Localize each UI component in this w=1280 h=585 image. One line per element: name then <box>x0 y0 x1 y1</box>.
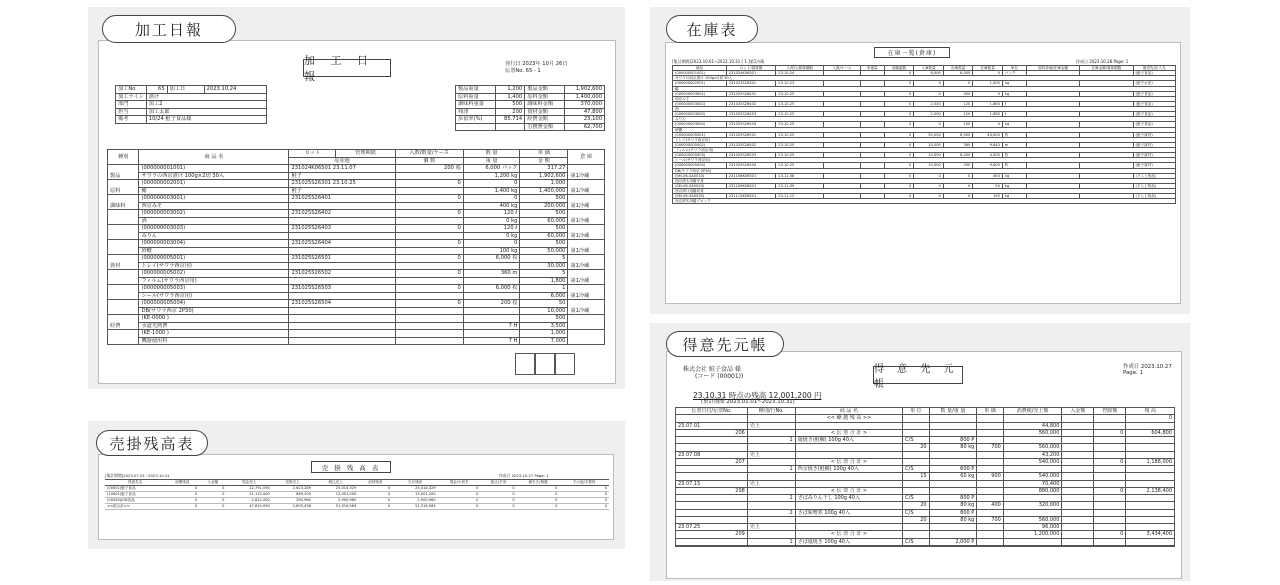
kakou-item-subrow: 酒 0 kg 60,000 <box>108 217 605 225</box>
tokui-slip-row: 23.07.15 売上 70,400 <box>676 480 1175 487</box>
section-label-zaiko: 在庫表 <box>666 15 758 43</box>
zaiko-period: [集計期間]2023.10.01~2023.10.31 [ 1 ]第1冷蔵 <box>672 59 765 64</box>
tokui-header: 伝票日付/伝票No. 種別/行No. 商 品 名 単 位 数 量/重 量 単 価 消費税/売上額 入金額 控除額 残 高 <box>676 408 1175 415</box>
section-label-urikake: 売掛残高表 <box>96 430 208 456</box>
zaiko-row: (000000002001) 231023S26301 23.10.23 0 0 0 1,000 kg (鮭子水産) <box>673 81 1176 86</box>
stamp-box-3 <box>555 353 575 375</box>
urikake-row: <<総合計>> 0 0 47,815,090 2,805,458 51,316,584 0 51,316,584 0 0 0 0 <box>107 504 607 509</box>
zaiko-subrow: 西京漬木用鰆ブロック <box>673 199 1176 204</box>
tokui-slip-total: 208 < 伝 票 合 計 > 880,000 0 2,138,400 <box>676 487 1175 494</box>
kakou-item-subrow: 鰆 鮭子 1,400 kg 1,400,000 <box>108 187 605 195</box>
zaiko-row: (SM-06-SA0010) 231108K06501 23.11.08 0 0 0 463 kg (そら上物品) <box>673 173 1176 178</box>
tokui-slip-total: 206 < 伝 票 合 計 > 560,000 0 604,800 <box>676 429 1175 436</box>
zaiko-subrow: 砂糖 <box>673 127 1176 132</box>
kakou-item-subrow: フィルム(サワラ西京用) 1,800 <box>108 277 605 285</box>
urikake-table <box>105 479 609 510</box>
kakou-summary-row: 原料重量 1,400 原料金額 1,400,000 <box>456 93 605 101</box>
kakou-nippo-document <box>98 40 616 384</box>
zaiko-row: (000000005004) 231025S26504 23.10.25 0 10,000 200 9,800 枚 (鮭子資材) <box>673 163 1176 168</box>
urikake-doc-title: 売 掛 残 高 表 <box>311 461 391 473</box>
tokui-item-subrow: 20 80 kg 400 320,000 <box>676 502 1175 509</box>
stamp-box-1 <box>515 353 535 375</box>
tokui-item-row: 1 塩焼き(鮭鯛) 100g 40入 C/S 800 P <box>676 437 1175 444</box>
zaiko-row: (000000005003) 231025S26503 23.10.25 0 10,000 6,000 4,000 枚 (鮭子資材) <box>673 153 1176 158</box>
tokui-slip-total: 209 < 伝 票 合 計 > 1,200,000 0 3,434,400 <box>676 531 1175 538</box>
zaiko-header: 商品 ロット/賞味期 入荷日/賞味期限 入数/ケース 単重量 前繰越数 入庫数量 出庫数量 在庫数量 単位 原料単価/在庫金額 在庫金額/賞味期限 販売先/仕入先 <box>673 66 1176 71</box>
zaiko-row: (SM-06-SA0020) 231109K06501 23.11.09 0 0 0 50 kg (そら上物品) <box>673 183 1176 188</box>
zaiko-subrow: フィルム(サワラ西京用) <box>673 148 1176 153</box>
kakou-item-row: (000000005002) 231025S26502 0 360 m 5 第1冷蔵 <box>108 270 605 278</box>
tokui-item-subrow: 15 60 kg 900 540,000 <box>676 473 1175 480</box>
kakou-item-subrow: 砂糖 100 kg 50,000 <box>108 247 605 255</box>
tokui-slip-row: 23.07.25 売上 96,000 <box>676 524 1175 531</box>
urikake-period: [集計期間]2023.07.01~2023.10.31 <box>105 473 170 478</box>
kakou-summary-row: 製品重量 1,200 製品金額 1,902,600 <box>456 86 605 94</box>
section-label-kakou: 加工日報 <box>102 15 236 43</box>
section-label-tokui: 得意先元帳 <box>666 331 784 357</box>
kakou-summary-row: 調味料重量 500 調味料金額 370,000 <box>456 101 605 109</box>
kakou-item-row: (KE-1000 ) 1,000 <box>108 330 605 338</box>
tokui-item-subrow: 20 80 kg 700 560,000 <box>676 444 1175 451</box>
tokui-balance-line: 23.10.31 時点の残高 12,001,200 円 <box>693 391 822 400</box>
kakou-summary-row: 残津 200 資材金額 47,800 <box>456 108 605 116</box>
tokui-table <box>675 407 1175 547</box>
zaiko-subrow: サワラの西京漬け 100g×2切 30入 <box>673 76 1176 81</box>
kakou-summary-table <box>455 85 605 131</box>
zaiko-subrow: 酒 <box>673 107 1176 112</box>
stamp-box-2 <box>535 353 555 375</box>
tokui-item-row: 2 さば味噌煮 100g 40入 C/S 800 P <box>676 509 1175 516</box>
kakou-item-row: (000000003004) 231025S26404 0 0 500 第1冷蔵 <box>108 240 605 248</box>
kakou-item-row: 調味料 (000000003001) 231025S26401 0 0 500 第1冷蔵 <box>108 195 605 203</box>
zaiko-created: 作成日 2023.10.28 Page: 1 <box>1076 59 1129 64</box>
tokui-item-row: 1 さば塩焼き 100g 40入 C/S 2,000 P <box>676 538 1175 545</box>
kakou-item-subrow: 機器使用料 7 H 7,000 <box>108 337 605 345</box>
kakou-item-row: (000000003002) 231025S26402 0 120 ℓ 500 第1冷蔵 <box>108 210 605 218</box>
kakou-item-subrow: 水道光熱費 7 H 3,500 <box>108 322 605 330</box>
kakou-item-row: (000000005003) 231025S26503 0 6,000 枚 1 第1冷蔵 <box>108 285 605 293</box>
kakou-summary-row: 労務費金額 62,700 <box>456 123 605 131</box>
tokui-document <box>666 351 1182 579</box>
tokui-slip-row: 23.07.01 売上 44,800 <box>676 422 1175 429</box>
urikake-header: 得意先名 前期残高 入金額 現金売上 売掛売上 税込売上 前回残高 当月残高 現金/小切手 振込/手形 値引き/相殺 その他/手数料 <box>105 480 609 486</box>
tokui-item-subrow: 20 80 kg 700 560,000 <box>676 516 1175 523</box>
kakou-item-row: (000000005004) 231025S26504 0 200 枚 50 第1冷蔵 <box>108 300 605 308</box>
tokui-created: 作成日 2023.10.27 Page: 1 <box>1123 364 1172 377</box>
zaiko-subrow: トレイ(サワラ西京用) <box>673 137 1176 142</box>
zaiko-subrow: 西京漬木用鰆半身 <box>673 178 1176 183</box>
kakou-item-subrow: 西京みそ 400 kg 200,000 <box>108 202 605 210</box>
zaiko-subrow: 西京漬け用鰆切身 <box>673 189 1176 194</box>
tokui-item-subrow <box>676 545 1175 546</box>
tokui-slip-row: 23.07.08 売上 43,200 <box>676 451 1175 458</box>
tokui-company: 株式会社 鮭子食品 様 (コード (00001)) <box>683 366 744 381</box>
zaiko-row: (000000005001) 231025S26501 23.10.25 0 50,000 6,000 44,000 枚 (鮭子資材) <box>673 132 1176 137</box>
urikake-row: (10001)鮭子食品 0 0 11,112,000 889,200 12,001,200 0 12,001,200 0 0 0 0 <box>107 492 607 497</box>
kakou-items-table: 種別 商 品 名 ロット 管理期限 入数/数量/ケース 数 量 単 価 倉 庫 原産地 個 数 重 量 金 額 製品 (000000001001) 231024K06501 23.11.07 200 箱 6,000 パック 317.27 第1冷蔵 サワラの西京漬け 100g×2切 30入 鮭子 1,200 kg 1,902,600 原料 (000000002001) 231025S26301 23.10.25 0 0 1,000 第1冷蔵 鰆 鮭子 1,400 kg 1,400,000 調味料 (000000003001) 231025S26401 0 0 500 第1冷蔵 西京みそ 400 kg 200,000 (000000003002) 231025S26402 0 120 ℓ 500 第1冷蔵 酒 0 kg 60,000 (000000003003) 231025S26403 0 120 ℓ 500 第1冷蔵 みりん 0 kg 60,000 (000000003004) 231025S26404 0 0 500 第1冷蔵 砂糖 100 kg 50,000 資材 (000000005001) 231025S26501 0 6,000 枚 5 第1冷蔵 トレイ(サワラ西京用) 30,000 (000000005002) 231025S26502 0 360 m 5 第1冷蔵 フィルム(サワラ西京用) 1,800 (000000005003) 231025S26503 0 6,000 枚 1 第1冷蔵 シール(サワラ西京用) 6,000 (000000005004) 231025S26504 0 200 枚 50 第1冷蔵 DB(サワラ西京 2P30) 10,000 経費 (KE-0000 ) 500 水道光熱費 7 H 3,500 (KE-1000 ) 1,000 機器使用料 7 H 7,000 <box>107 149 605 345</box>
zaiko-row: (SM-06-SA0030) 231112K06501 23.11.12 0 0 0 195 kg (そら上物品) <box>673 194 1176 199</box>
urikake-document <box>98 454 614 540</box>
urikake-row: (00001)鮭子食品 0 0 22,791,090 2,623,289 25,414,329 0 25,414,329 0 0 0 0 <box>107 486 607 491</box>
tokui-slip-total: 207 < 伝 票 合 計 > 540,000 0 1,188,000 <box>676 458 1175 465</box>
zaiko-row: (000000003001) 231025S26401 23.10.25 0 0 400 0 kg (鮭子食品) <box>673 91 1176 96</box>
zaiko-row: (000000001001) 231024K06501 23.10.24 0 6,000 6,000 0 パック (鮭子食品) <box>673 71 1176 76</box>
tokui-period: (集計期間 2023.01.01~2023.10.31) <box>701 399 795 405</box>
tokui-item-row: 1 西京焼き(鮭鯛) 100g 40入 C/S 600 P <box>676 466 1175 473</box>
kakou-item-subrow: シール(サワラ西京用) 6,000 <box>108 292 605 300</box>
kakou-item-subrow: みりん 0 kg 60,000 <box>108 232 605 240</box>
urikake-row: (00050)JOB食品 0 0 2,812,000 290,960 2,900,960 0 2,900,960 0 0 0 0 <box>107 498 607 503</box>
kakou-items-header: 種別 商 品 名 ロット 管理期限 入数/数量/ケース 数 量 単 価 倉 庫 <box>108 150 605 158</box>
zaiko-subrow: みりん <box>673 117 1176 122</box>
kakou-item-row: 経費 (KE-0000 ) 500 <box>108 315 605 323</box>
kakou-item-row: 資材 (000000005001) 231025S26501 0 6,000 枚 5 第1冷蔵 <box>108 255 605 263</box>
kakou-item-row: 製品 (000000001001) 231024K06501 23.11.07 200 箱 6,000 パック 317.27 第1冷蔵 <box>108 165 605 173</box>
zaiko-subrow: 鰆 <box>673 86 1176 91</box>
zaiko-doc-title: 在庫一覧(倉庫) <box>874 47 950 58</box>
zaiko-subrow: シール(サワラ西京用) <box>673 158 1176 163</box>
tokui-item-row: 1 さばみりん干し 100g 40入 C/S 800 P <box>676 495 1175 502</box>
urikake-created: 作成日 2023.10.27 Page: 1 <box>499 473 549 478</box>
kakou-item-row: 原料 (000000002001) 231025S26301 23.10.25 0 0 1,000 第1冷蔵 <box>108 180 605 188</box>
zaiko-table <box>672 65 1176 204</box>
kakou-item-row: (000000003003) 231025S26403 0 120 ℓ 500 第1冷蔵 <box>108 225 605 233</box>
kakou-info-table: 加工No 65 加工日 2023.10.24 加工ライン 漬け 部門 加工2 担当 加工太郎 備考 10/24 鮭子食品様 <box>115 85 267 124</box>
kakou-item-subrow: サワラの西京漬け 100g×2切 30入 鮭子 1,200 kg 1,902,600 <box>108 172 605 180</box>
kakou-item-subrow: DB(サワラ西京 2P30) 10,000 <box>108 307 605 315</box>
tokui-doc-title: 得 意 先 元 帳 <box>873 366 963 384</box>
zaiko-subrow: DB(サワラ西京 2P30) <box>673 168 1176 173</box>
kakou-issue-date: 発行日 2023年 10月 26日 伝票No. 65 - 1 <box>505 61 568 74</box>
zaiko-row: (000000003003) 231025S26403 23.10.25 0 2,000 120 1,880 ℓ (鮭子食品) <box>673 112 1176 117</box>
zaiko-subrow: 西京みそ <box>673 96 1176 101</box>
zaiko-document <box>665 42 1181 304</box>
zaiko-row: (000000005002) 231025S26502 23.10.25 0 10,000 360 9,640 m (鮭子資材) <box>673 142 1176 147</box>
kakou-summary-row: 歩留率(%) 85.714 経費金額 23,100 <box>456 116 605 124</box>
zaiko-row: (000000003002) 231025S26402 23.10.25 0 2,000 120 1,880 ℓ (鮭子食品) <box>673 101 1176 106</box>
tokui-carry-row: << 繰 越 残 高 >> 0 <box>676 415 1175 422</box>
kakou-item-subrow: トレイ(サワラ西京用) 30,000 <box>108 262 605 270</box>
kakou-doc-title: 加 工 日 報 <box>303 59 391 77</box>
zaiko-row: (000000003004) 231025S26404 23.10.25 0 0 100 0 kg (鮭子食品) <box>673 122 1176 127</box>
